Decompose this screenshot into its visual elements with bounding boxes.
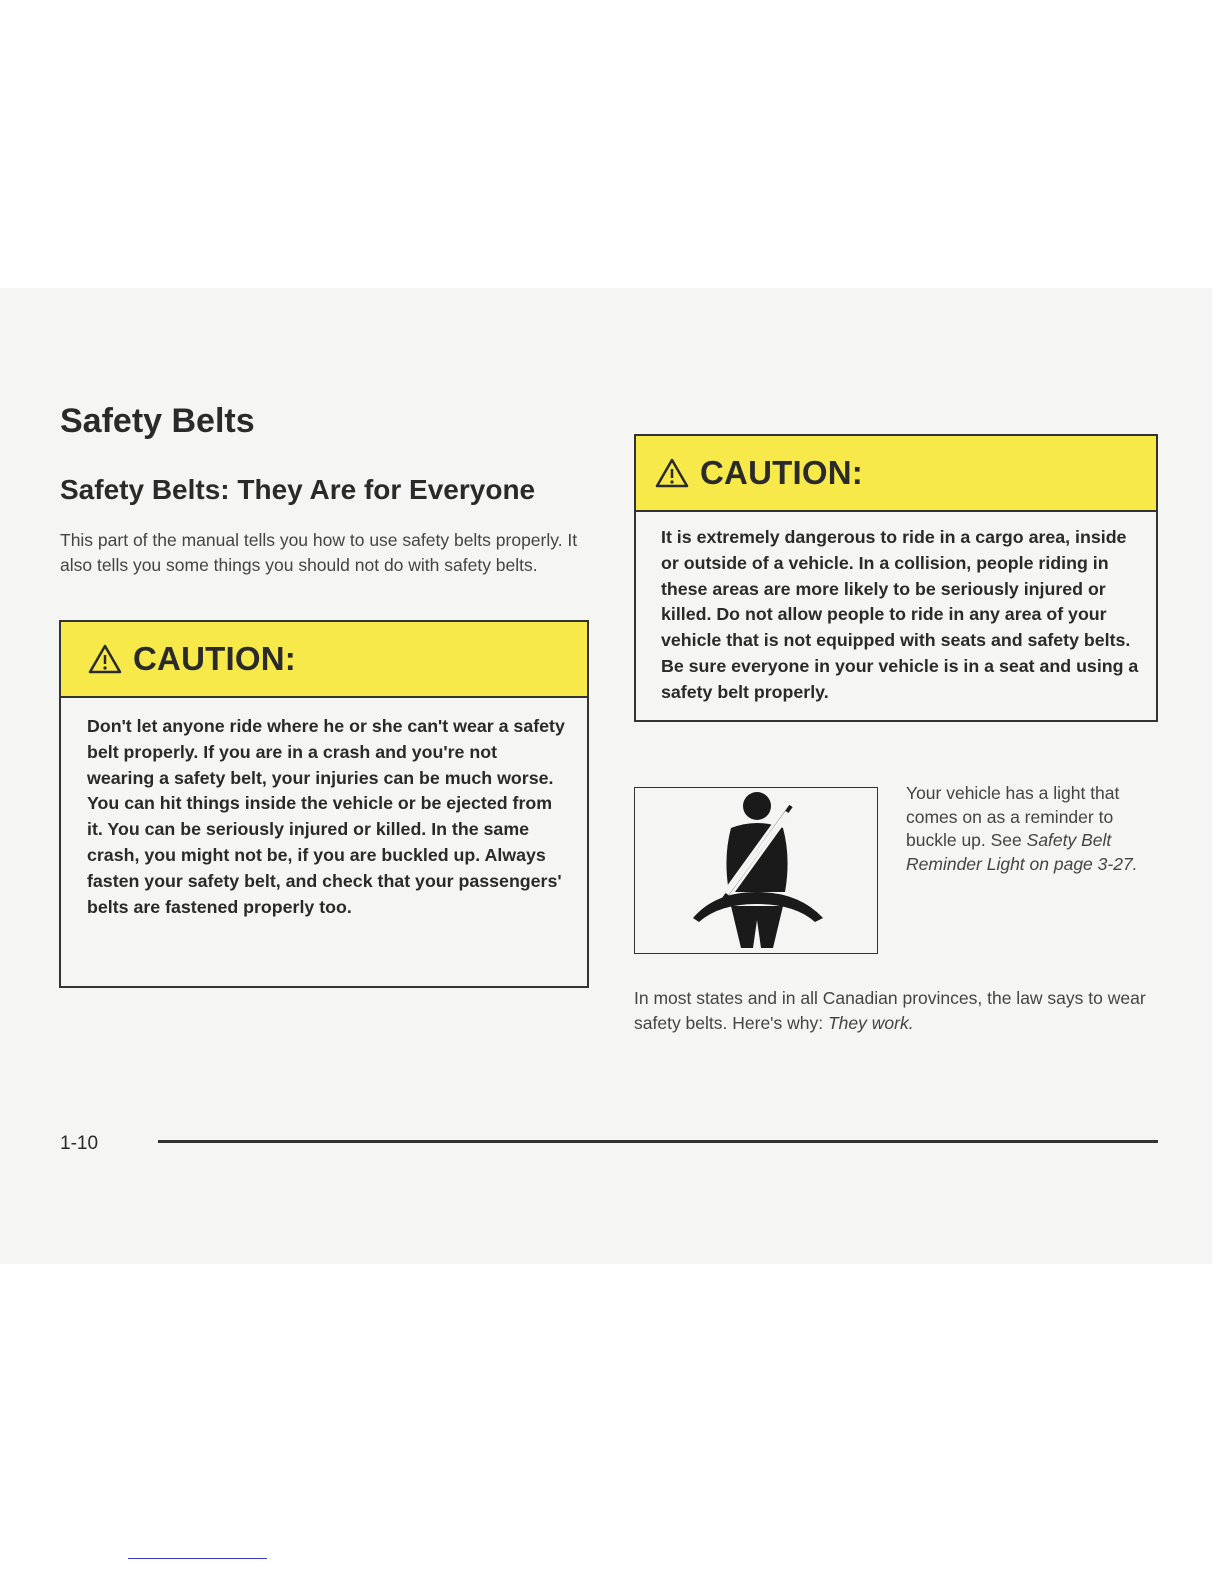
seatbelt-reminder-icon [687,788,827,953]
caution-box-left [59,620,589,988]
caution-header [61,622,587,698]
section-title: Safety Belts [60,402,255,440]
reminder-page-reference[interactable]: Safety Belt Reminder Light on page 3-27. [906,830,1138,874]
caution-body: Don't let anyone ride where he or she can't wear a safety belt properly. If you are in a crash and you're not wearing a safety belt, your injuries can be much worse. You can hit things inside the vehicle or be ejected from it. You can be seriously injured or killed. In the same crash, you might not be, if you are buckled up. Always fasten your safety belt, and check that your passengers' belts are fastened properly too. [87,716,565,917]
subsection-title: Safety Belts: They Are for Everyone [60,474,536,505]
caution-label: CAUTION: [133,640,296,677]
reminder-text-plain: Your vehicle has a light that comes on as a reminder to buckle up. See [906,783,1120,850]
intro-paragraph: This part of the manual tells you how to use safety belts properly. It also tells you some things you should not do with safety belts. [60,530,578,575]
warning-triangle-icon [654,457,690,489]
page-number: 1-10 [60,1133,99,1154]
law-text-italic: They work. [827,1012,914,1033]
law-paragraph [634,986,1174,1035]
warning-triangle-icon [87,643,123,675]
caution-body: It is extremely dangerous to ride in a cargo area, inside or outside of a vehicle. In a collision, people riding in these areas are more likely to be seriously injured or killed. Do not allow people to ride in any area of your vehicle that is not equipped with seats and safety belts. Be sure everyone in your vehicle is in a seat and using a safety belt properly. [661,527,1139,702]
bottom-link-underline [128,1558,267,1559]
caution-header [636,436,1156,512]
caution-box-right [634,434,1158,722]
reminder-text [906,782,1168,876]
seatbelt-reminder-image [634,787,878,954]
law-text-plain: In most states and in all Canadian provinces, the law says to wear safety belts. Here's why: [634,988,1146,1033]
footer-rule [158,1140,1158,1143]
caution-label: CAUTION: [700,454,863,491]
